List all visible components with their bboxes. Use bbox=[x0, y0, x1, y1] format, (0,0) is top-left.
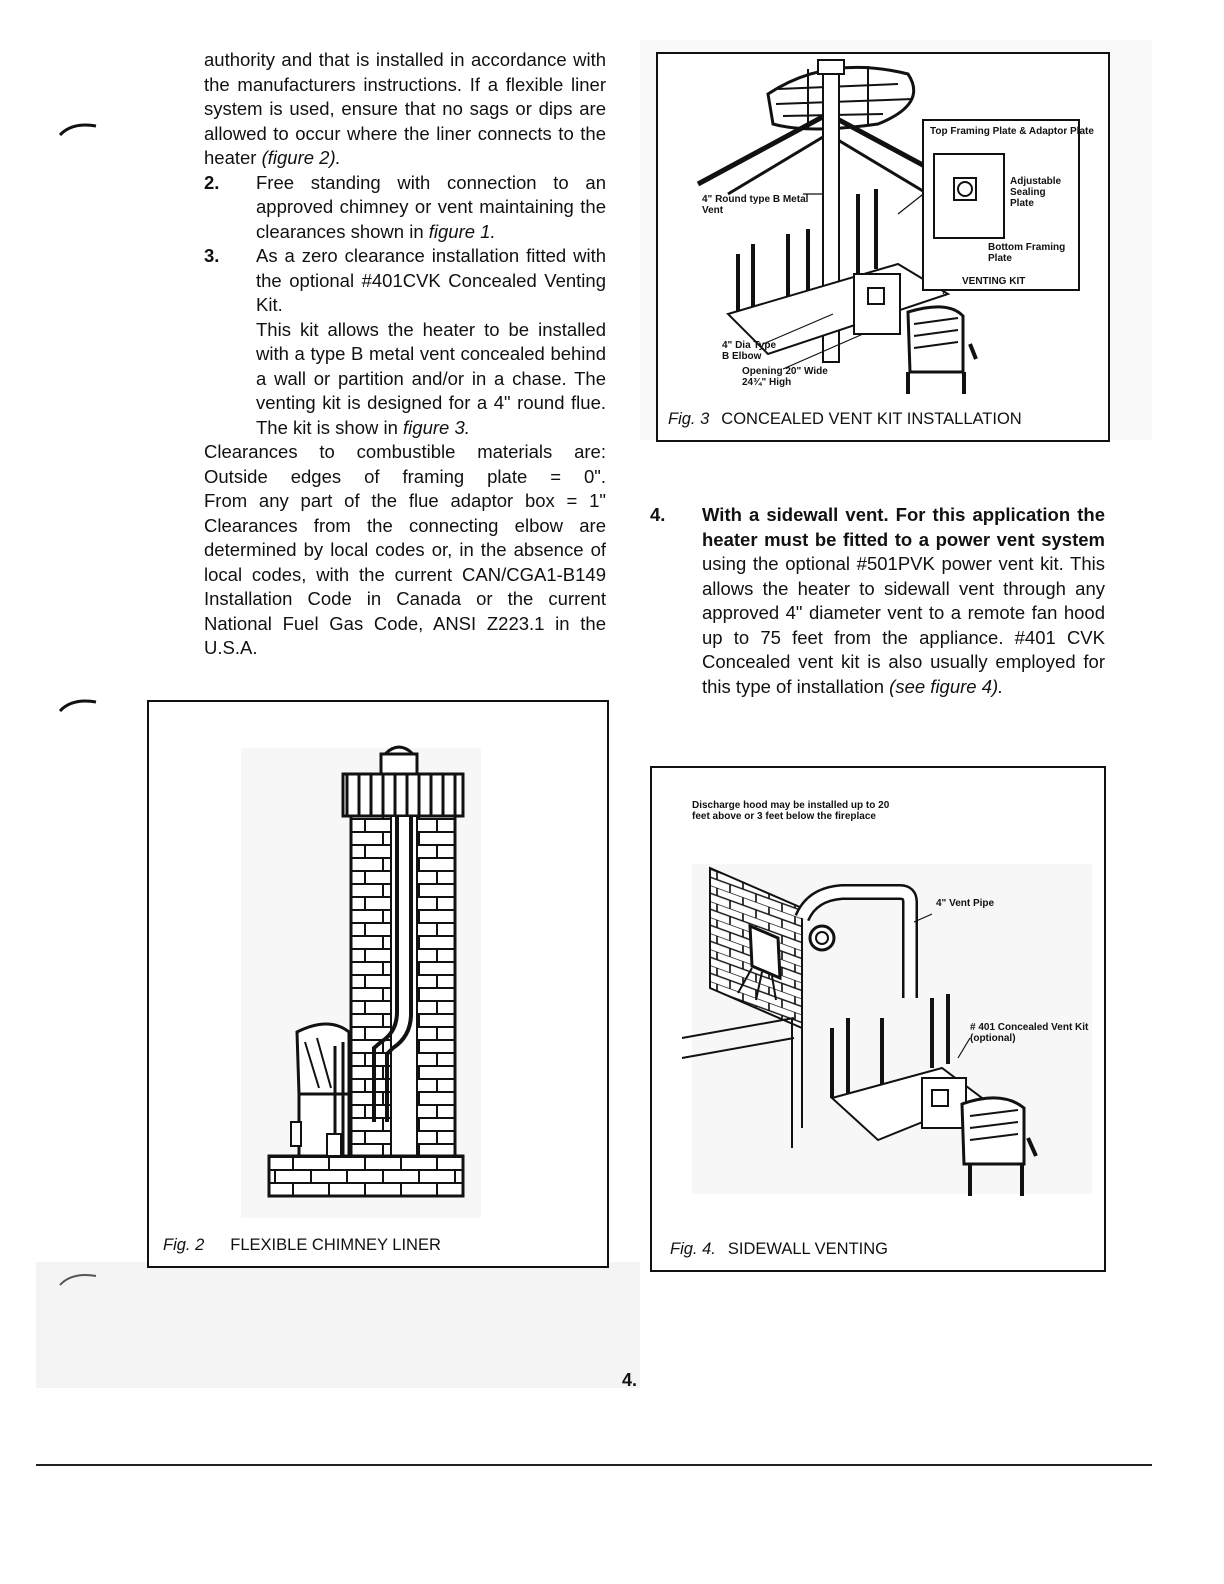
figure-3-box bbox=[656, 52, 1110, 442]
figure-2-title: FLEXIBLE CHIMNEY LINER bbox=[230, 1236, 441, 1254]
item-2-figure-ref: figure 1. bbox=[428, 220, 496, 242]
callout-type-b-elbow: 4" Dia Type B Elbow bbox=[722, 340, 777, 362]
item-3-number: 3. bbox=[204, 245, 220, 266]
left-text-column bbox=[204, 48, 606, 661]
item-3-detail-text: This kit allows the heater to be installed with a type B metal vent concealed behind a wall or partition and/or in a chase. The venting kit is designed for a 4" round flue. The kit is show in bbox=[256, 318, 606, 438]
figure-3-title: CONCEALED VENT KIT INSTALLATION bbox=[721, 410, 1022, 428]
page-number: 4. bbox=[622, 1370, 638, 1390]
figure-2-label: Fig. 2 bbox=[163, 1236, 205, 1254]
clearances-heading: Clearances to combustible materials are: bbox=[204, 441, 606, 462]
clearance-elbow: Clearances from the connecting elbow are determined by local codes or, in the absence of local codes, with the current CAN/CGA1-B149 Installation Code in Canada or the current National Fuel Gas Code, ANSI Z223.1 in the U.S.A. bbox=[204, 514, 606, 658]
callout-top-framing-plate: Top Framing Plate & Adaptor Plate bbox=[930, 126, 1094, 137]
callout-venting-kit: VENTING KIT bbox=[962, 276, 1026, 287]
figure-4-caption bbox=[670, 1240, 888, 1259]
clearance-flue-adaptor: From any part of the flue adaptor box = 1" bbox=[204, 490, 606, 511]
binder-mark-middle bbox=[58, 698, 98, 712]
list-item-2 bbox=[204, 171, 606, 245]
figure-2-box bbox=[147, 700, 609, 1268]
callout-round-type-b-vent: 4" Round type B Metal Vent bbox=[702, 194, 809, 216]
item-4-bold-text: With a sidewall vent. For this application the heater must be fitted to a power vent system bbox=[702, 504, 1105, 550]
callout-opening-size: Opening 20" Wide 24¾" High bbox=[742, 366, 828, 388]
item-2-number: 2. bbox=[204, 171, 220, 193]
sidewall-venting-illustration bbox=[652, 768, 1104, 1270]
item-3-text: As a zero clearance installation fitted with the optional #401CVK Concealed Venting Kit. bbox=[256, 245, 606, 315]
right-text-column bbox=[650, 503, 1105, 699]
callout-adjustable-sealing-plate: Adjustable Sealing Plate bbox=[1010, 176, 1062, 209]
binder-mark-top bbox=[58, 122, 98, 136]
callout-bottom-framing-plate: Bottom Framing Plate bbox=[988, 242, 1066, 264]
intro-figure-ref: (figure 2). bbox=[261, 147, 341, 168]
intro-paragraph bbox=[204, 48, 606, 171]
item-3-figure-ref: figure 3. bbox=[403, 416, 470, 438]
callout-concealed-vent-kit: # 401 Concealed Vent Kit (optional) bbox=[970, 1022, 1089, 1044]
figure-3-caption bbox=[668, 410, 1022, 429]
footer-rule bbox=[36, 1464, 1152, 1466]
clearance-framing-plate: Outside edges of framing plate = 0". bbox=[204, 465, 606, 487]
list-item-3 bbox=[204, 244, 606, 318]
figure-2-caption bbox=[163, 1236, 441, 1255]
list-item-3-detail bbox=[204, 318, 606, 441]
item-4-figure-ref: (see figure 4). bbox=[889, 675, 1004, 697]
list-item-4 bbox=[650, 503, 1105, 699]
item-2-text: Free standing with connection to an approved chimney or vent maintaining the clearances shown in bbox=[256, 171, 606, 242]
item-4-number: 4. bbox=[650, 504, 666, 525]
callout-discharge-hood: Discharge hood may be installed up to 20 feet above or 3 feet below the fireplace bbox=[692, 800, 890, 822]
flexible-chimney-liner-illustration bbox=[149, 702, 607, 1266]
figure-4-box bbox=[650, 766, 1106, 1272]
item-4-text: using the optional #501PVK power vent kit. This allows the heater to sidewall vent through any approved 4" diameter vent to a remote fan hood up to 75 feet from the appliance. #401 CVK Concealed vent kit is also usually employed for this type of installation bbox=[702, 553, 1105, 697]
binder-mark-bottom bbox=[58, 1272, 98, 1286]
intro-text: authority and that is installed in accordance with the manufacturers instructions. If a flexible liner system is used, ensure that no sags or dips are allowed to occur where the liner connects to the heater bbox=[204, 49, 606, 168]
callout-vent-pipe: 4" Vent Pipe bbox=[936, 898, 995, 909]
figure-3-label: Fig. 3 bbox=[668, 410, 710, 428]
figure-4-title: SIDEWALL VENTING bbox=[727, 1240, 889, 1258]
figure-4-label: Fig. 4. bbox=[670, 1240, 716, 1258]
scan-shade-bottom bbox=[36, 1262, 640, 1388]
